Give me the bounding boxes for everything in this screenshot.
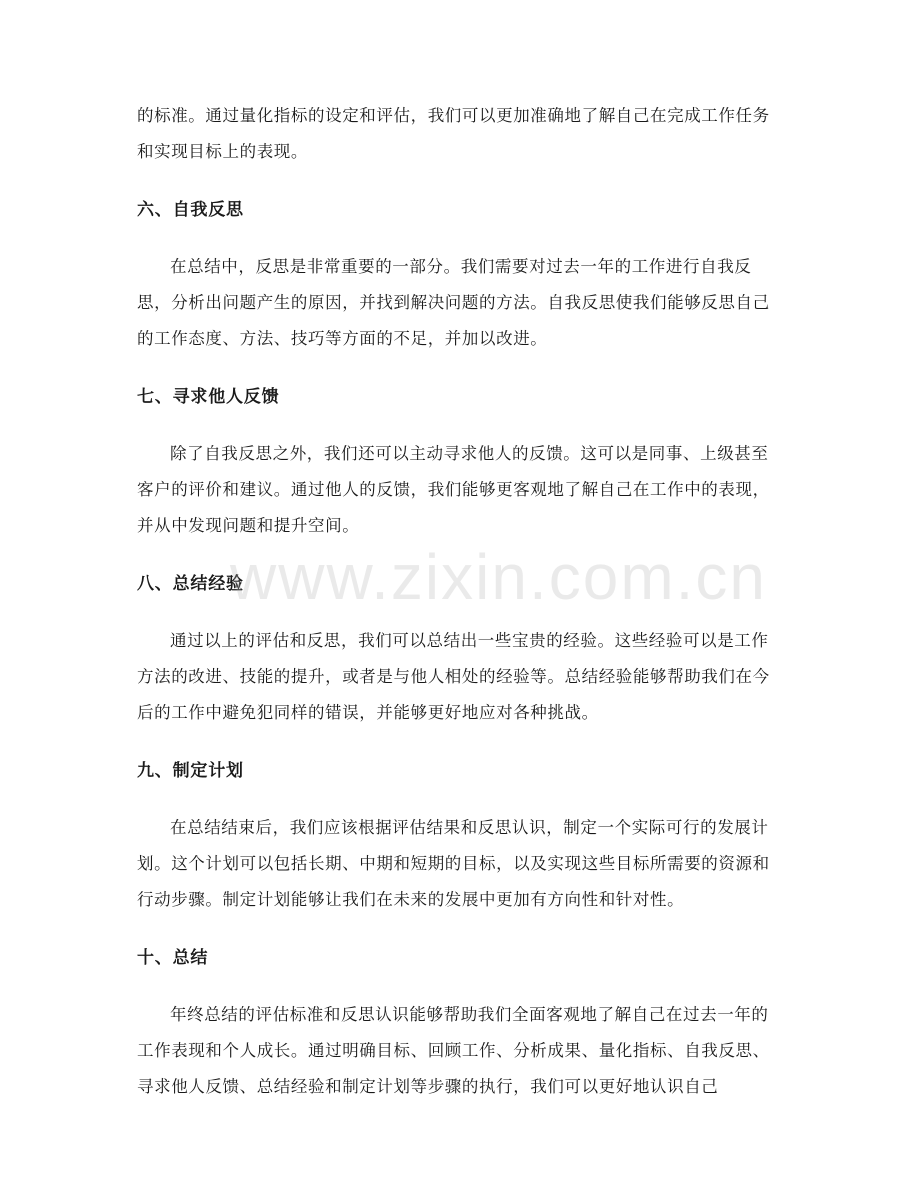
section-heading: 六、自我反思 bbox=[137, 200, 244, 220]
section-heading: 九、制定计划 bbox=[137, 761, 244, 781]
section-heading: 七、寻求他人反馈 bbox=[137, 387, 280, 407]
section-self-reflection bbox=[137, 192, 785, 357]
section-make-plan bbox=[137, 753, 785, 918]
section-heading: 八、总结经验 bbox=[137, 574, 244, 594]
section-paragraph: 在总结结束后，我们应该根据评估结果和反思认识，制定一个实际可行的发展计划。这个计划可以包括长期、中期和短期的目标，以及实现这些目标所需要的资源和行动步骤。制定计划能够让我们在未来的发展中更加有方向性和针对性。 bbox=[137, 818, 770, 909]
section-paragraph: 除了自我反思之外，我们还可以主动寻求他人的反馈。这可以是同事、上级甚至客户的评价和建议。通过他人的反馈，我们能够更客观地了解自己在工作中的表现，并从中发现问题和提升空间。 bbox=[137, 444, 770, 535]
section-heading: 十、总结 bbox=[137, 948, 209, 968]
document-body bbox=[137, 98, 785, 1105]
section-paragraph: 通过以上的评估和反思，我们可以总结出一些宝贵的经验。这些经验可以是工作方法的改进、技能的提升，或者是与他人相处的经验等。总结经验能够帮助我们在今后的工作中避免犯同样的错误，并能够更好地应对各种挑战。 bbox=[137, 631, 770, 722]
section-seek-feedback bbox=[137, 379, 785, 544]
section-summarize-experience bbox=[137, 566, 785, 731]
intro-paragraph: 的标准。通过量化指标的设定和评估，我们可以更加准确地了解自己在完成工作任务和实现目标上的表现。 bbox=[137, 106, 770, 161]
section-paragraph: 在总结中，反思是非常重要的一部分。我们需要对过去一年的工作进行自我反思，分析出问题产生的原因，并找到解决问题的方法。自我反思使我们能够反思自己的工作态度、方法、技巧等方面的不足，并加以改进。 bbox=[137, 257, 770, 348]
section-paragraph: 年终总结的评估标准和反思认识能够帮助我们全面客观地了解自己在过去一年的工作表现和个人成长。通过明确目标、回顾工作、分析成果、量化指标、自我反思、寻求他人反馈、总结经验和制定计划等步骤的执行，我们可以更好地认识自己 bbox=[137, 1005, 770, 1096]
watermark: www.zixin.com.cn bbox=[230, 541, 767, 613]
section-conclusion bbox=[137, 940, 785, 1105]
